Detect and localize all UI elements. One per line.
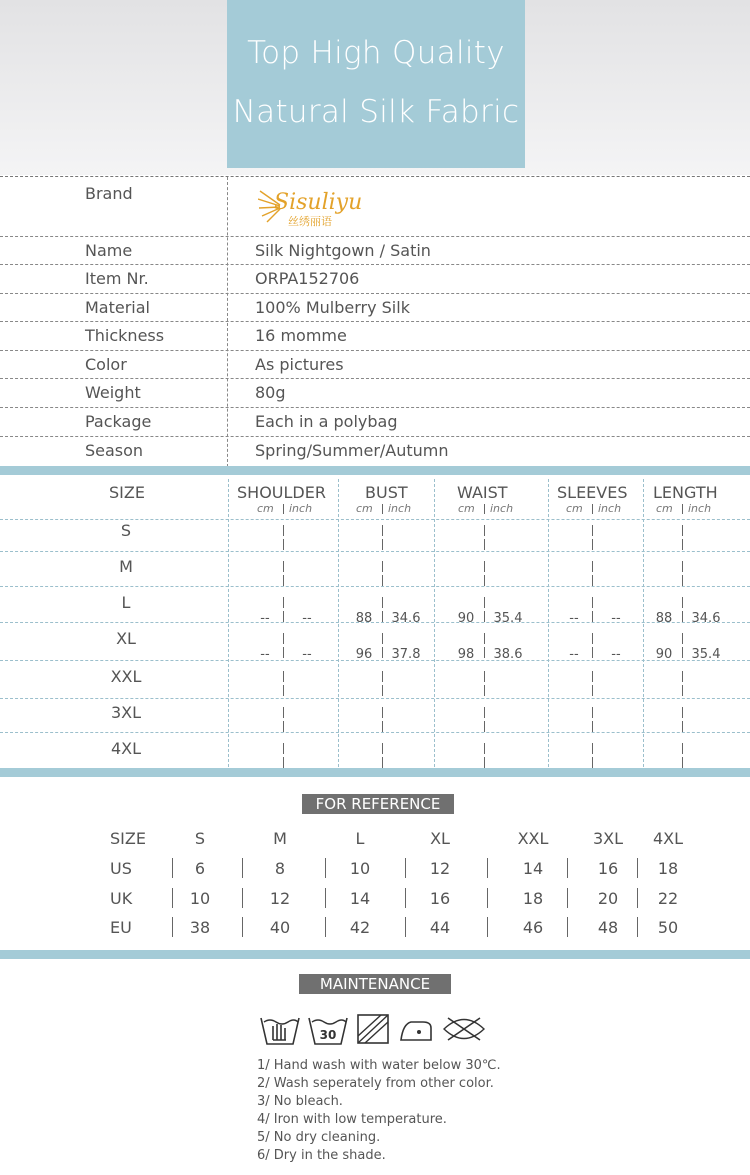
spec-label: Color: [85, 355, 127, 374]
maintenance-title: MAINTENANCE: [299, 974, 451, 994]
inch-value: --: [302, 611, 312, 626]
svg-text:30: 30: [319, 1028, 337, 1042]
column-header: SLEEVES: [557, 483, 628, 502]
inch-value: --: [302, 647, 312, 662]
ref-column-header: XXL: [517, 829, 549, 848]
unit-cm: cm: [257, 502, 274, 515]
ref-column-header: XL: [430, 829, 450, 848]
unit-inch: inch: [289, 502, 313, 515]
spec-row: [0, 294, 750, 322]
inch-value: 34.6: [691, 611, 721, 626]
ref-value: 12: [429, 859, 451, 878]
ref-value: 48: [597, 918, 619, 937]
ref-value: 14: [522, 859, 544, 878]
spec-value: 100% Mulberry Silk: [255, 298, 410, 317]
title-box: [227, 0, 525, 168]
hand-wash-icon: [259, 1012, 301, 1046]
size-label: 4XL: [110, 739, 142, 758]
sun-logo-icon: [258, 181, 388, 231]
ref-value: 40: [269, 918, 291, 937]
ref-value: 8: [274, 859, 286, 878]
cm-value: 88: [655, 611, 673, 626]
ref-size-header: SIZE: [110, 829, 146, 848]
size-label: L: [121, 593, 131, 612]
ref-value: 46: [522, 918, 544, 937]
spec-label: Thickness: [85, 326, 165, 345]
spec-label: Brand: [85, 184, 133, 203]
ref-value: 6: [194, 859, 206, 878]
unit-cm: cm: [566, 502, 583, 515]
care-instruction: 6/ Dry in the shade.: [257, 1148, 386, 1163]
cm-value: 96: [355, 647, 373, 662]
ref-value: 22: [657, 889, 679, 908]
cm-value: --: [569, 647, 579, 662]
care-instruction: 2/ Wash seperately from other color.: [257, 1076, 494, 1091]
care-instruction: 1/ Hand wash with water below 30℃.: [257, 1058, 501, 1073]
spec-label: Season: [85, 441, 144, 460]
spec-row: [0, 379, 750, 408]
spec-value: ORPA152706: [255, 269, 360, 288]
spec-row: [0, 237, 750, 265]
size-label: S: [120, 521, 132, 540]
svg-text:Sisuliyu: Sisuliyu: [274, 190, 363, 215]
inch-value: 35.4: [691, 647, 721, 662]
inch-value: 34.6: [391, 611, 421, 626]
cm-value: --: [260, 647, 270, 662]
spec-value: 80g: [255, 383, 286, 402]
size-header: SIZE: [109, 483, 145, 502]
spec-table: [0, 176, 750, 466]
unit-inch: inch: [490, 502, 514, 515]
spec-row: [0, 408, 750, 437]
svg-text:丝绣丽语: 丝绣丽语: [288, 215, 332, 228]
care-instruction: 3/ No bleach.: [257, 1094, 343, 1109]
column-header: WAIST: [457, 483, 508, 502]
size-label: 3XL: [110, 703, 142, 722]
inch-value: --: [611, 611, 621, 626]
title-line-1: Top High Quality: [247, 35, 505, 71]
inch-value: --: [611, 647, 621, 662]
size-chart: [0, 479, 750, 767]
ref-value: 16: [597, 859, 619, 878]
spec-label: Package: [85, 412, 152, 431]
size-label: XL: [116, 629, 136, 648]
spec-value: 16 momme: [255, 326, 347, 345]
spec-value: Silk Nightgown / Satin: [255, 241, 431, 260]
ref-value: 20: [597, 889, 619, 908]
care-instruction: 4/ Iron with low temperature.: [257, 1112, 447, 1127]
ref-column-header: M: [273, 829, 287, 848]
column-header: LENGTH: [653, 483, 718, 502]
inch-value: 35.4: [493, 611, 523, 626]
inch-value: 37.8: [391, 647, 421, 662]
spec-value: Each in a polybag: [255, 412, 398, 431]
ref-value: 14: [349, 889, 371, 908]
size-label: XXL: [110, 667, 142, 686]
ref-value: 42: [349, 918, 371, 937]
ref-row-label: US: [110, 859, 132, 878]
spec-label: Item Nr.: [85, 269, 149, 288]
ref-row-label: UK: [110, 889, 133, 908]
no-bleach-icon: [355, 1012, 391, 1046]
divider-band: [0, 768, 750, 777]
ref-value: 18: [657, 859, 679, 878]
hero-banner: [0, 0, 750, 175]
spec-row: [0, 265, 750, 294]
ref-value: 10: [189, 889, 211, 908]
spec-row-brand: [0, 177, 750, 237]
ref-value: 12: [269, 889, 291, 908]
ref-value: 50: [657, 918, 679, 937]
cm-value: 88: [355, 611, 373, 626]
spec-value: As pictures: [255, 355, 344, 374]
spec-row: [0, 322, 750, 351]
size-label: M: [119, 557, 133, 576]
cm-value: 98: [457, 647, 475, 662]
cm-value: 90: [655, 647, 673, 662]
unit-cm: cm: [356, 502, 373, 515]
ref-value: 38: [189, 918, 211, 937]
spec-row: [0, 437, 750, 467]
wash-30-icon: [307, 1012, 349, 1046]
ref-column-header: S: [194, 829, 206, 848]
spec-label: Name: [85, 241, 133, 260]
cm-value: --: [260, 611, 270, 626]
divider-band: [0, 950, 750, 959]
ref-column-header: 3XL: [592, 829, 624, 848]
unit-cm: cm: [458, 502, 475, 515]
unit-inch: inch: [688, 502, 712, 515]
care-instruction: 5/ No dry cleaning.: [257, 1130, 381, 1145]
column-header: SHOULDER: [237, 483, 326, 502]
ref-value: 44: [429, 918, 451, 937]
unit-inch: inch: [598, 502, 622, 515]
divider-band: [0, 466, 750, 475]
reference-title: FOR REFERENCE: [302, 794, 454, 814]
low-iron-icon: [397, 1012, 435, 1046]
column-header: BUST: [365, 483, 408, 502]
no-dry-clean-icon: [440, 1012, 488, 1046]
inch-value: 38.6: [493, 647, 523, 662]
cm-value: 90: [457, 611, 475, 626]
spec-label: Weight: [85, 383, 141, 402]
ref-value: 16: [429, 889, 451, 908]
cm-value: --: [569, 611, 579, 626]
ref-column-header: L: [355, 829, 365, 848]
ref-row-label: EU: [110, 918, 132, 937]
brand-logo: [258, 181, 388, 231]
ref-value: 10: [349, 859, 371, 878]
ref-column-header: 4XL: [652, 829, 684, 848]
unit-inch: inch: [388, 502, 412, 515]
spec-row: [0, 351, 750, 379]
unit-cm: cm: [656, 502, 673, 515]
title-line-2: Natural Silk Fabric: [232, 94, 520, 130]
ref-value: 18: [522, 889, 544, 908]
spec-value: Spring/Summer/Autumn: [255, 441, 449, 460]
spec-label: Material: [85, 298, 150, 317]
